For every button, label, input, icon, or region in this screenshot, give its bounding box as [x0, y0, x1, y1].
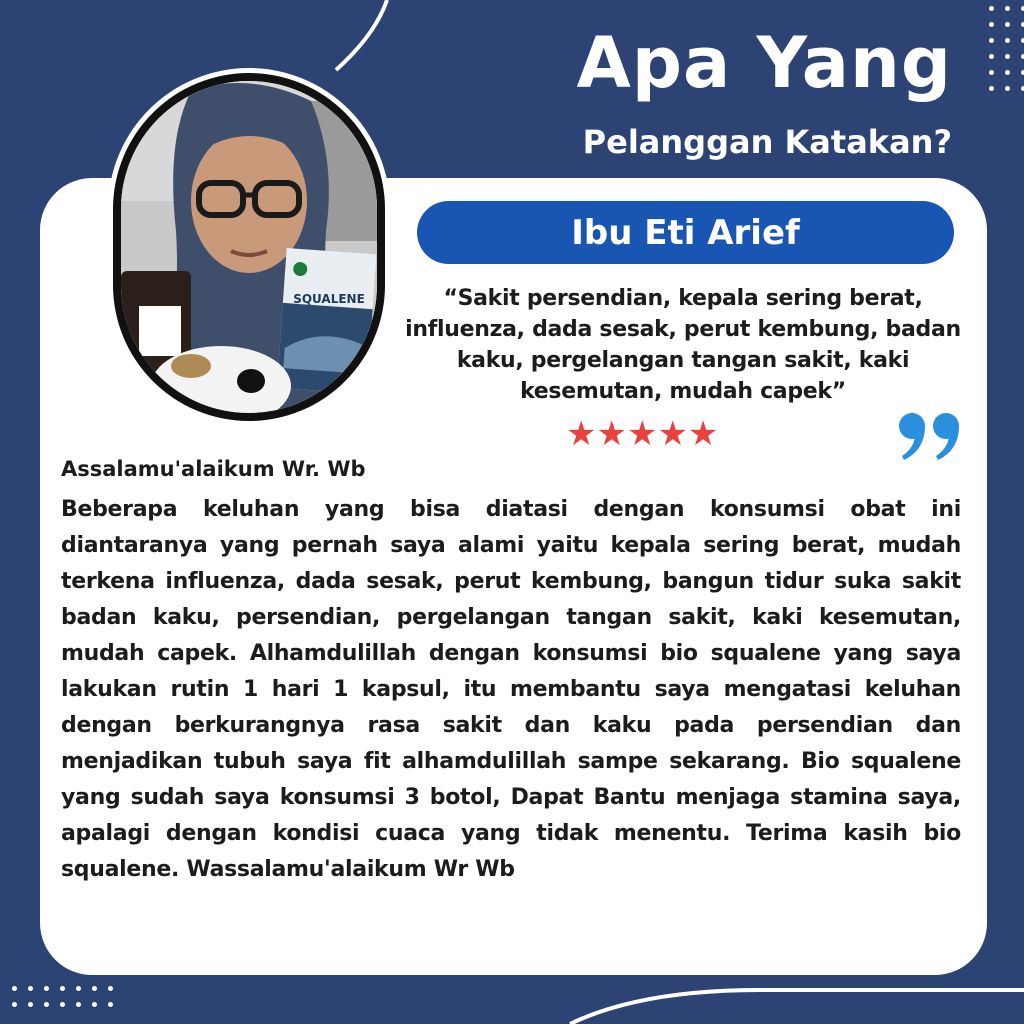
testimonial-greeting: Assalamu'alaikum Wr. Wb — [61, 457, 366, 481]
customer-portrait-image — [121, 81, 377, 413]
page-title: Apa Yang — [576, 22, 952, 104]
rating-stars: ★★★★★ — [566, 414, 719, 454]
customer-name-badge: Ibu Eti Arief — [417, 201, 954, 264]
page-subtitle: Pelanggan Katakan? — [582, 123, 952, 161]
decorative-dots-bottom — [12, 986, 113, 1007]
customer-photo — [113, 73, 385, 421]
decorative-dots-top — [989, 6, 1024, 91]
testimonial-quote: “Sakit persendian, kepala sering berat, influenza, dada sesak, perut kembung, badan kaku, pergelangan tangan sakit, kaki kesemutan, mudah capek” — [405, 286, 961, 404]
testimonial-body: Beberapa keluhan yang bisa diatasi dengan konsumsi obat ini diantaranya yang pernah saya alami yaitu kepala sering berat, mudah terkena influenza, dada sesak, perut kembung, bangun tidur suka sakit badan kaku, persendian, pergelangan tangan sakit, kaki kesemutan, mudah capek. Alhamdulillah dengan konsumsi bio squalene yang saya lakukan rutin 1 hari 1 kapsul, itu membantu saya mengatasi keluhan dengan berkurangnya rasa sakit dan kaku pada persendian dan menjadikan tubuh saya fit alhamdulillah sampe sekarang. Bio squalene yang sudah saya konsumsi 3 botol, Dapat Bantu menjaga stamina saya, apalagi dengan kondisi cuaca yang tidak menentu. Terima kasih bio squalene. Wassalamu'alaikum Wr Wb — [61, 497, 961, 882]
closing-quote-icon — [898, 412, 966, 466]
product-label: SQUALENE — [293, 292, 365, 306]
